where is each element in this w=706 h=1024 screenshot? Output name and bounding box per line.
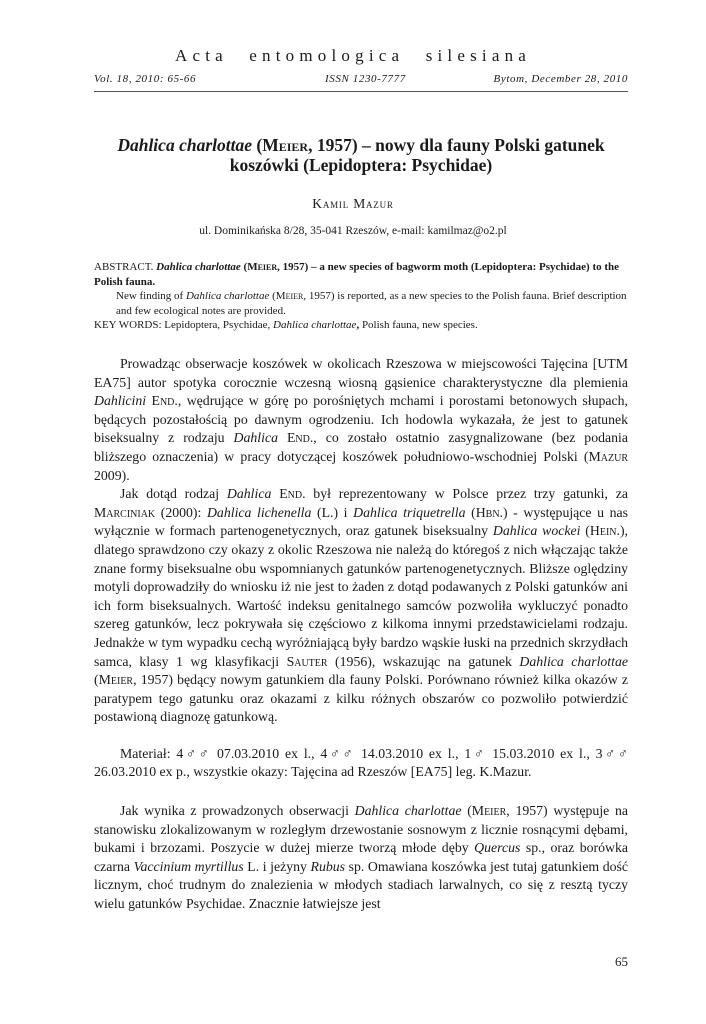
text-run: , 1957) będący nowym gatunkiem dla fauny Polski. Porównano również kilka okazów z paratypem tego gatunku oraz okazami z kilku różnych obszarów co pozwoliło potwierdzić postawioną diagnozę gatunkową. <box>94 672 628 725</box>
place-date-info: Bytom, December 28, 2010 <box>493 73 628 85</box>
text-run: . był reprezentowany w Polsce przez trzy gatunki, za <box>302 486 629 502</box>
title-rest: , 1957) – nowy dla fauny Polski gatunek <box>308 135 605 155</box>
text-run: L. i jeżyny <box>243 858 311 874</box>
abstract-species: Dahlica charlottae <box>156 261 241 273</box>
title-author: Meier <box>262 135 309 155</box>
taxon-author: Hein <box>589 523 617 539</box>
taxon-name: Dahlica charlottae <box>354 803 462 819</box>
text-run: .) - występujące u nas wyłącznie w formach partenogenetycznych, oraz gatunek biseksualny <box>94 504 629 539</box>
author-address: ul. Dominikańska 8/28, 35-041 Rzeszów, e-mail: kamilmaz@o2.pl <box>199 225 507 237</box>
taxon-name: Dahlica <box>233 430 278 446</box>
title-species: Dahlica charlottae <box>117 135 252 155</box>
title-line2: koszówki (Lepidoptera: Psychidae) <box>229 155 493 175</box>
abstract-author: Meier <box>247 261 278 273</box>
taxon-name: Dahlica <box>226 486 272 502</box>
taxon-name: Dahlicini <box>94 393 147 409</box>
taxon-name: Dahlica lichenella <box>206 504 312 520</box>
abstract-text-species: Dahlica charlottae <box>185 290 270 302</box>
taxon-author: End <box>286 430 310 446</box>
volume-info: Vol. 18, 2010: 65-66 <box>94 73 197 85</box>
taxon-author: Hbn <box>475 504 500 520</box>
taxon-author: Meier <box>98 672 134 688</box>
taxon-author: End <box>151 393 175 409</box>
taxon-author: End <box>279 486 303 502</box>
journal-name: Acta entomologica silesiana <box>174 46 532 65</box>
taxon-name: Dahlica triquetrella <box>353 504 466 520</box>
abstract-paren: ( <box>240 261 248 273</box>
text-run: ., wędrujące w górę po porośniętych mchami i porostami betonowych słupach, będących pozostałością po dawnym ogrodzeniu. Ich hodowla wykazała, że jest to gatunek biseksualny z rodzaju <box>94 393 628 446</box>
abstract-title-rest: , 1957) – a new species of bagworm moth (Lepidoptera: Psychidae) to the Polish fauna. <box>94 261 620 288</box>
abstract-label: ABSTRACT. <box>94 261 157 273</box>
citation-author: Sauter <box>286 653 328 669</box>
text-run: ( <box>94 672 99 688</box>
text-run: Prowadząc obserwacje koszówek w okolicach Rzeszowa w miejscowości Tajęcina [UTM EA75] autor spotyka corocznie wczesną wiosną gąsienice charakterystyczne dla plemienia <box>94 356 628 390</box>
text-run: ( <box>461 803 472 819</box>
citation-author: Mazur <box>588 448 628 464</box>
paragraph-material: Materiał: 4♂♂ 07.03.2010 ex l., 4♂♂ 14.03.2010 ex l., 1♂ 15.03.2010 ex l., 3♂♂ 26.03.2010 ex p., wszystkie okazy: Tajęcina ad Rzeszów [EA75] leg. K.Mazur. <box>94 745 628 780</box>
citation-author: Marciniak <box>94 504 156 520</box>
article-body <box>94 355 628 914</box>
key-words-species: Dahlica charlottae <box>273 319 357 331</box>
header-info-row <box>94 73 628 89</box>
key-words-comma: , <box>356 319 360 331</box>
text-run: Jak wynika z prowadzonych obserwacji <box>120 803 355 819</box>
abstract-text-start: New finding of <box>116 290 186 302</box>
key-words-rest: Polish fauna, new species. <box>359 319 478 331</box>
text-run: ( <box>465 504 476 520</box>
abstract-block <box>94 260 628 333</box>
abstract-text-author: Meier <box>275 290 304 302</box>
taxon-name: Dahlica charlottae <box>519 653 628 669</box>
key-words <box>94 318 628 333</box>
text-run: .), dlatego sprawdzono czy okazy z okolic Rzeszowa nie należą do któregoś z nich włączając także znane formy biseksualne obu wspomnianych gatunków partenogenetycznych. Bliższe oględziny motyli doprowadziły do wniosku iż nie jest to żaden z dotąd podawanych z Polski gatunków ani ich form biseksualnych. Wartość indeksu genitalnego samców pozwoliła wykluczyć ponadto szereg gatunków, lecz pokrywała się częściowo z kilkoma innymi przedstawicielami rodzaju. Jednakże w tym wypadku cechą wyróżniającą były bardzo wąskie łuski na przednich skrzydłach samca, klasy 1 wg klasyfikacji <box>94 523 628 669</box>
text-run: (L.) i <box>311 504 354 520</box>
issn-info: ISSN 1230-7777 <box>325 73 406 85</box>
abstract-text-paren: ( <box>269 290 276 302</box>
paragraph-2 <box>94 485 628 727</box>
key-words-label: KEY WORDS: Lepidoptera, Psychidae, <box>94 319 274 331</box>
text-run: sp., oraz borówka czarna <box>94 840 629 874</box>
text-run: ., co zostało ostatnio zasygnalizowane (bez podania bliższego oznaczenia) w pracy dotyczącej koszówek południowo-wschodniej Polski ( <box>94 430 628 464</box>
page-number: 65 <box>615 954 628 969</box>
text-run: sp. Omawiana koszówka jest tutaj gatunkiem dość licznym, choć trudnym do znalezienia w młodych stadiach larwalnych, co się z resztą tyczy wielu gatunków Psychidae. Znacznie łatwiejsze jest <box>94 858 628 912</box>
author-name: Kamil Mazur <box>312 196 394 211</box>
taxon-name: Rubus <box>310 858 346 874</box>
title-paren: ( <box>251 135 263 155</box>
taxon-author: Meier <box>471 803 507 819</box>
header-rule <box>94 91 628 92</box>
taxon-name: Vaccinium myrtillus <box>133 858 244 874</box>
text-run: 2009). <box>94 467 130 483</box>
text-run: , 1957) występuje na stanowisku zlokalizowanym w rozległym drzewostanie sosnowym z licznie rosnącymi dębami, bukami i brzozami. Poszycie w dużej mierze tworzą młode dęby <box>94 803 629 856</box>
taxon-name: Quercus <box>474 840 521 856</box>
paragraph-1 <box>94 355 628 485</box>
paragraph-4 <box>94 802 628 914</box>
taxon-name: Dahlica wockei <box>492 523 581 539</box>
abstract-text-rest: , 1957) is reported, as a new species to the Polish fauna. Brief description and few ecological notes are provided. <box>116 290 627 317</box>
abstract-text <box>94 289 628 318</box>
article-title <box>94 135 628 175</box>
text-run: ( <box>580 523 590 539</box>
text-run: (1956), wskazując na gatunek <box>327 653 520 669</box>
text-run <box>278 430 287 445</box>
abstract-title <box>94 260 628 289</box>
text-run: Jak dotąd rodzaj <box>120 486 227 502</box>
text-run: (2000): <box>155 504 207 520</box>
